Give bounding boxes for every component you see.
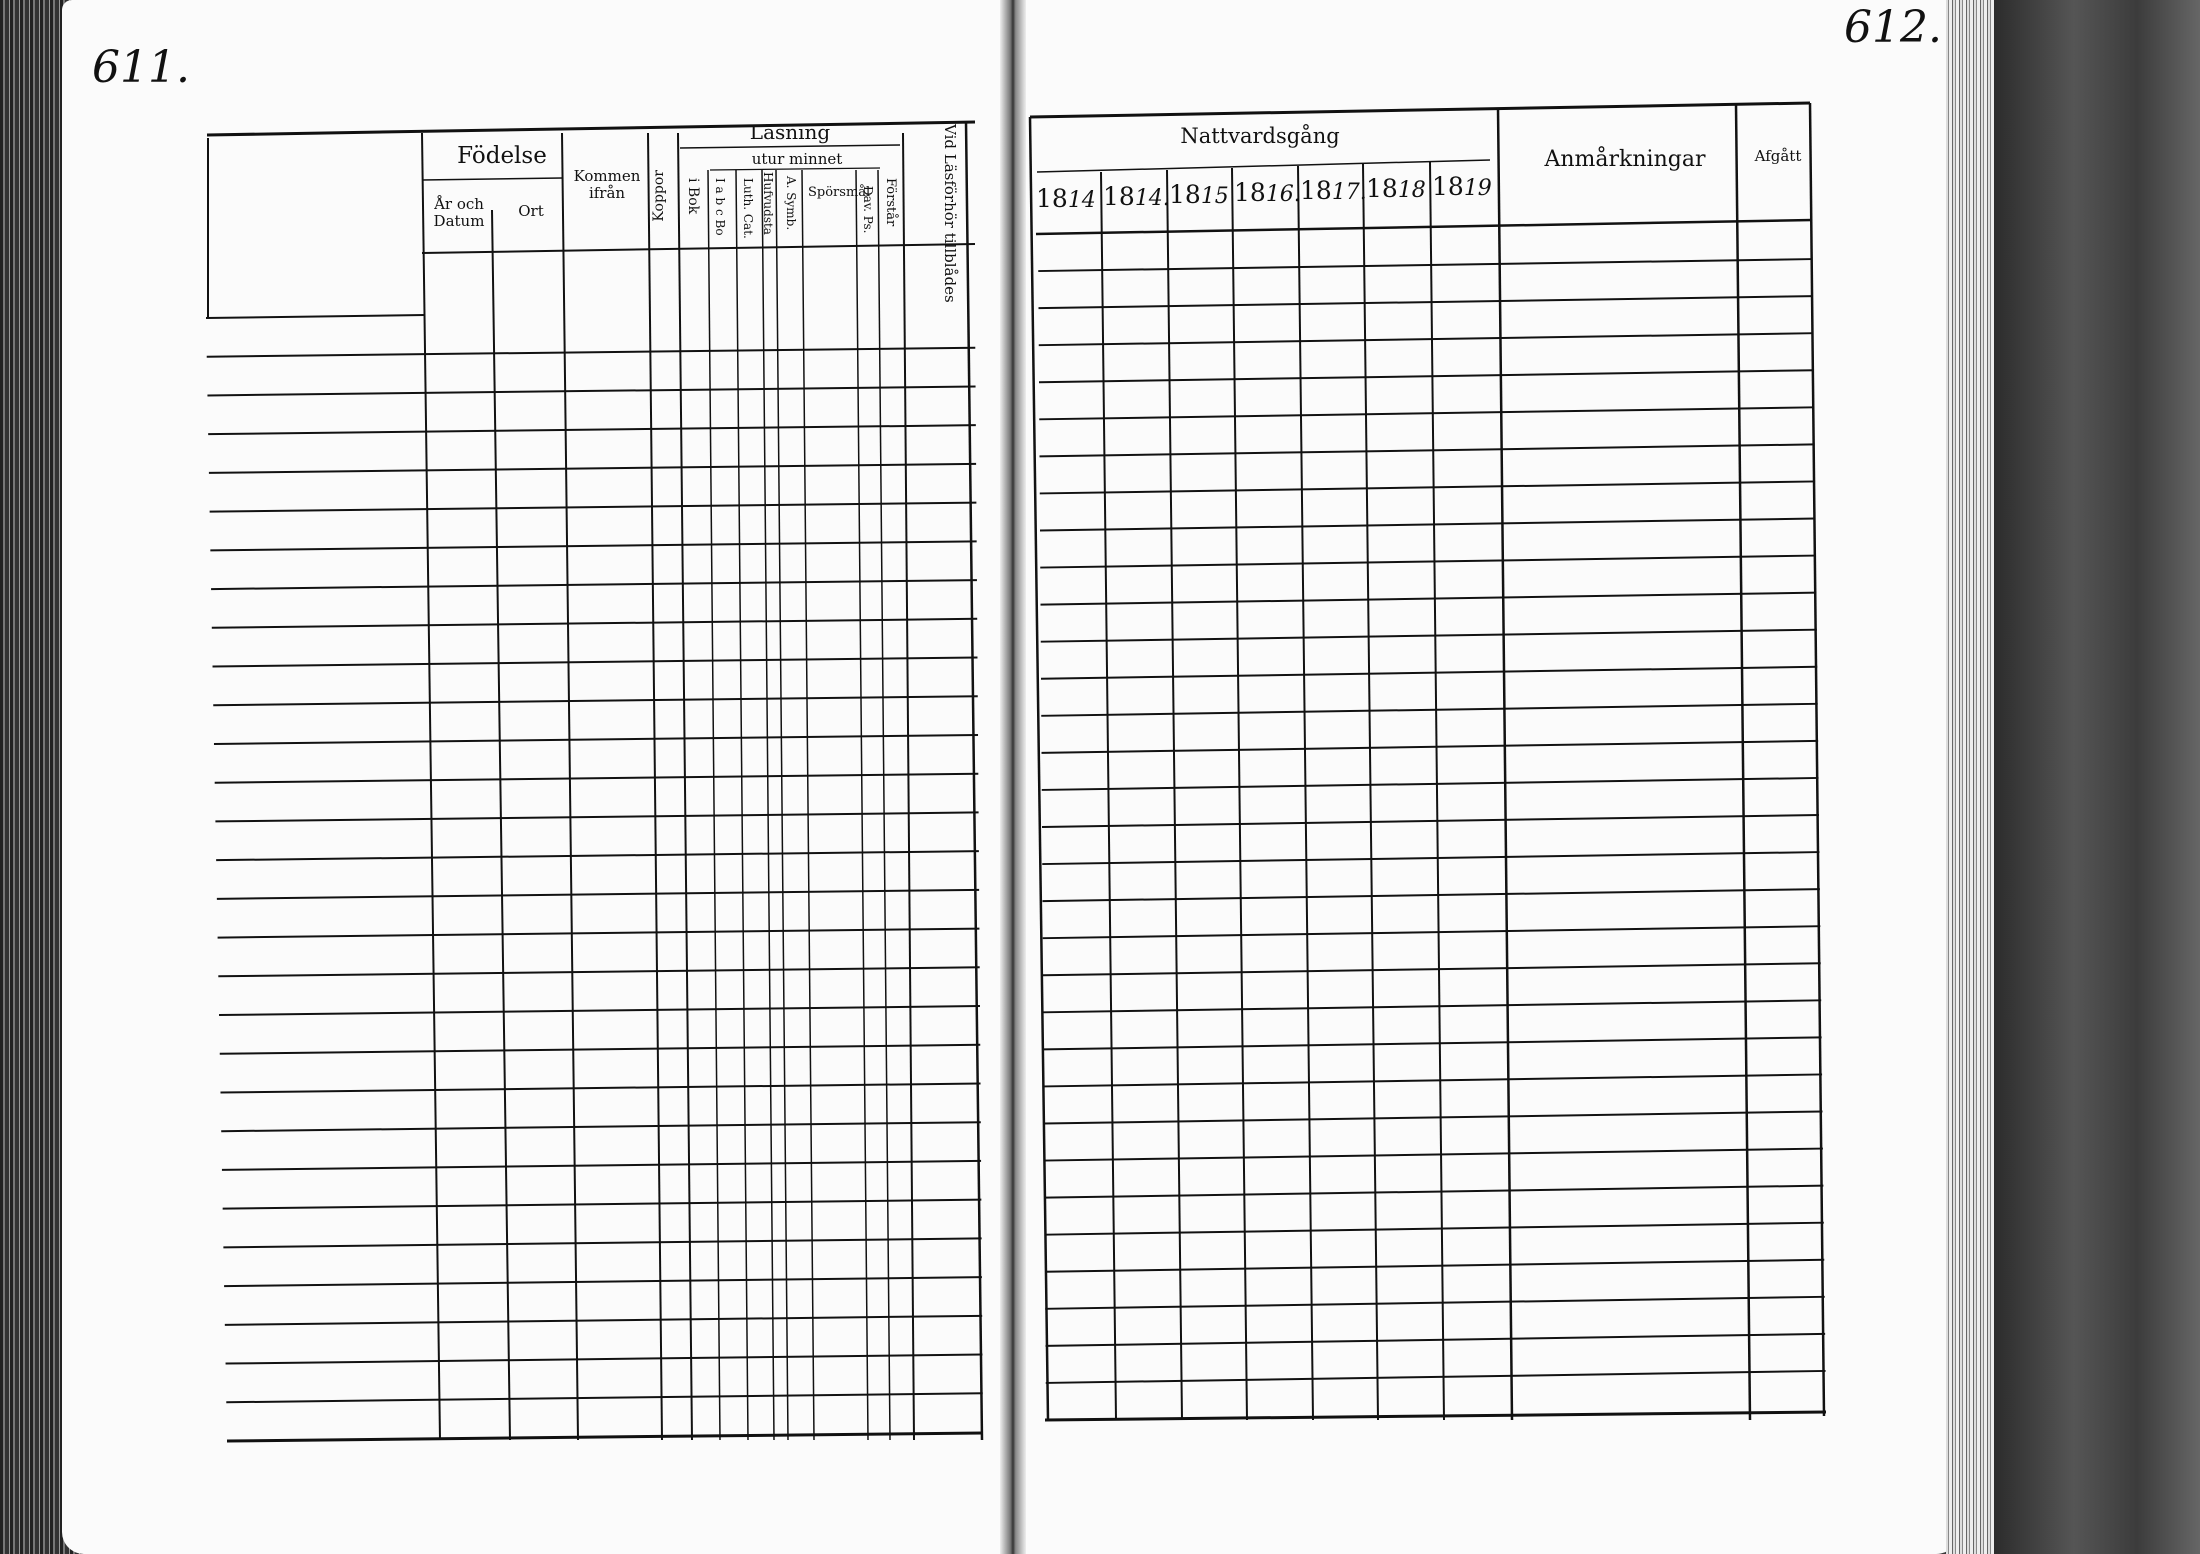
year-printed: 18	[1300, 176, 1332, 205]
register-row-line	[220, 1083, 980, 1092]
register-row-line	[216, 851, 979, 860]
register-row-line	[208, 425, 976, 434]
right-register-rows	[1038, 259, 1825, 1383]
register-row-line	[1039, 296, 1813, 308]
year-handwritten: 14	[1067, 188, 1096, 213]
register-row-line	[210, 503, 977, 512]
year-printed: 18	[1366, 174, 1398, 203]
forstar-header: Förstår	[883, 178, 898, 227]
vid-lasforhor-header: Vid Läsförhör tillblådes	[941, 124, 959, 303]
kommen-ifran-header: Kommen ifrån	[573, 167, 641, 203]
year-header	[1103, 182, 1170, 211]
register-row-line	[1039, 407, 1814, 419]
register-row-line	[226, 1355, 983, 1364]
hufvudstycken-header: Hufvudsta	[761, 172, 775, 235]
labe-bok-header: I a b c Bo	[713, 178, 727, 236]
year-printed: 18	[1432, 172, 1464, 201]
register-row-line	[1044, 1149, 1823, 1161]
koppor-header: Koppor	[651, 170, 667, 222]
register-row-line	[1045, 1223, 1824, 1235]
lasning-header: Läsning	[749, 120, 831, 144]
register-row-line	[1045, 1260, 1824, 1272]
register-row-line	[207, 348, 976, 357]
year-header	[1036, 184, 1096, 213]
register-row-line	[1040, 519, 1816, 531]
register-row-line	[215, 774, 979, 783]
register-row-line	[1046, 1334, 1826, 1346]
year-handwritten: 17.	[1331, 180, 1367, 205]
register-row-line	[1040, 556, 1816, 568]
dav-ps-header: Dav. Ps.	[861, 186, 875, 234]
register-row-line	[213, 658, 978, 667]
register-row-line	[1043, 963, 1821, 975]
register-row-line	[218, 967, 979, 976]
register-row-line	[1041, 704, 1817, 716]
register-row-line	[1041, 593, 1817, 605]
register-row-line	[222, 1161, 981, 1170]
register-row-line	[224, 1277, 982, 1286]
afgatt-header: Afgått	[1754, 147, 1802, 165]
year-header	[1432, 172, 1492, 201]
a-symb-header: A. Symb.	[784, 176, 798, 231]
register-row-line	[223, 1200, 982, 1209]
register-row-line	[1038, 259, 1812, 271]
register-row-line	[220, 1045, 980, 1054]
register-row-line	[212, 619, 977, 628]
register-row-line	[223, 1238, 981, 1247]
register-row-line	[207, 386, 975, 395]
year-printed: 18	[1103, 182, 1135, 211]
page-number-right: 612.	[1844, 2, 1942, 53]
register-row-line	[1045, 1297, 1824, 1309]
nattvardsgang-header: Nattvardsgång	[1180, 124, 1340, 148]
register-row-line	[1041, 667, 1817, 679]
year-handwritten: 19	[1463, 176, 1492, 201]
register-row-line	[211, 580, 977, 589]
utur-minnet-header: utur minnet	[751, 150, 843, 168]
register-row-line	[1041, 630, 1817, 642]
register-row-line	[1042, 815, 1819, 827]
register-row-line	[1043, 889, 1820, 901]
year-header	[1234, 178, 1301, 207]
register-row-line	[1039, 370, 1814, 382]
register-row-line	[209, 464, 976, 473]
year-printed: 18	[1169, 180, 1201, 209]
register-row-line	[219, 1006, 980, 1015]
register-row-line	[1043, 1000, 1821, 1012]
year-handwritten: 15	[1200, 184, 1229, 209]
year-handwritten: 18	[1397, 178, 1426, 203]
fodelse-header: Födelse	[457, 143, 547, 169]
register-row-line	[1043, 926, 1821, 938]
ort-header: Ort	[518, 202, 544, 220]
register-row-line	[1039, 333, 1814, 345]
year-printed: 18	[1234, 178, 1266, 207]
year-handwritten: 16.	[1265, 182, 1301, 207]
register-row-line	[1042, 778, 1819, 790]
register-row-line	[214, 735, 978, 744]
i-bok-header: i Bok	[685, 178, 701, 215]
register-row-line	[1042, 741, 1819, 753]
register-row-line	[1046, 1371, 1826, 1383]
anmarkningar-header: Anmårkningar	[1544, 147, 1706, 172]
ar-och-datum-header: År och Datum	[433, 195, 485, 231]
register-row-line	[225, 1316, 982, 1325]
register-row-line	[226, 1393, 982, 1402]
register-row-line	[1044, 1037, 1822, 1049]
register-row-line	[218, 929, 980, 938]
right-register-grid	[1030, 103, 1826, 1420]
register-row-line	[213, 696, 978, 705]
register-row-line	[215, 812, 978, 821]
year-header	[1169, 180, 1229, 209]
register-row-line	[1040, 481, 1815, 493]
register-row-line	[221, 1122, 981, 1131]
luth-cat-header: Luth. Cat.	[741, 178, 755, 239]
year-handwritten: 14.	[1134, 186, 1170, 211]
year-header	[1366, 174, 1426, 203]
year-header	[1300, 176, 1367, 205]
year-printed: 18	[1036, 184, 1068, 213]
register-row-line	[1040, 444, 1815, 456]
register-row-line	[210, 541, 976, 550]
page-number-left: 611.	[92, 42, 190, 93]
sporsmal-header: Spörsmål	[808, 185, 871, 200]
register-row-line	[1044, 1112, 1823, 1124]
register-row-line	[1045, 1186, 1824, 1198]
register-row-line	[1044, 1074, 1822, 1086]
register-row-line	[1042, 852, 1819, 864]
register-row-line	[217, 890, 979, 899]
